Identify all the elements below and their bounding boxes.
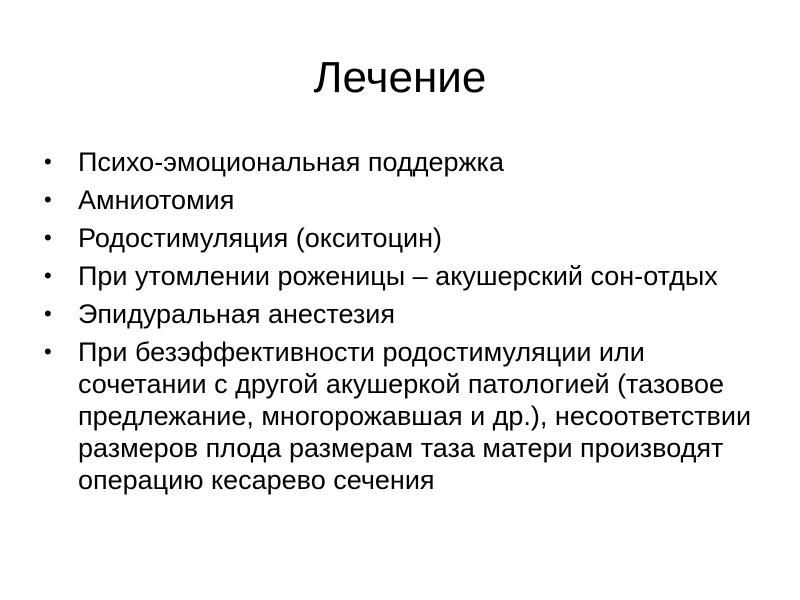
- bullet-dot-icon: •: [44, 225, 52, 250]
- bullet-dot-icon: •: [44, 263, 52, 288]
- bullet-text: Эпидуральная анестезия: [78, 299, 395, 329]
- bullet-item-amniotomy: [40, 184, 760, 216]
- bullet-text: Психо-эмоциональная поддержка: [78, 147, 504, 177]
- slide-title: Лечение: [313, 53, 487, 102]
- bullet-item-support: [40, 146, 760, 178]
- bullet-item-sleep-rest: [40, 260, 760, 292]
- bullet-list: [40, 146, 760, 502]
- bullet-text: Амниотомия: [78, 185, 235, 215]
- bullet-dot-icon: •: [44, 149, 52, 174]
- bullet-dot-icon: •: [44, 339, 52, 364]
- bullet-item-stimulation: [40, 222, 760, 254]
- bullet-dot-icon: •: [44, 187, 52, 212]
- bullet-text: Родостимуляция (окситоцин): [78, 223, 443, 253]
- bullet-text: При утомлении роженицы – акушерский сон-отдых: [78, 261, 718, 291]
- bullet-item-epidural: [40, 298, 760, 330]
- bullet-text: При безэффективности родостимуляции или сочетании с другой акушеркой патологией (тазовое предлежание, многорожавшая и др.), несоответствии размеров плода размерам таза матери производят операцию кесарево сечения: [78, 337, 752, 495]
- bullet-dot-icon: •: [44, 301, 52, 326]
- bullet-item-cesarean: [40, 336, 760, 496]
